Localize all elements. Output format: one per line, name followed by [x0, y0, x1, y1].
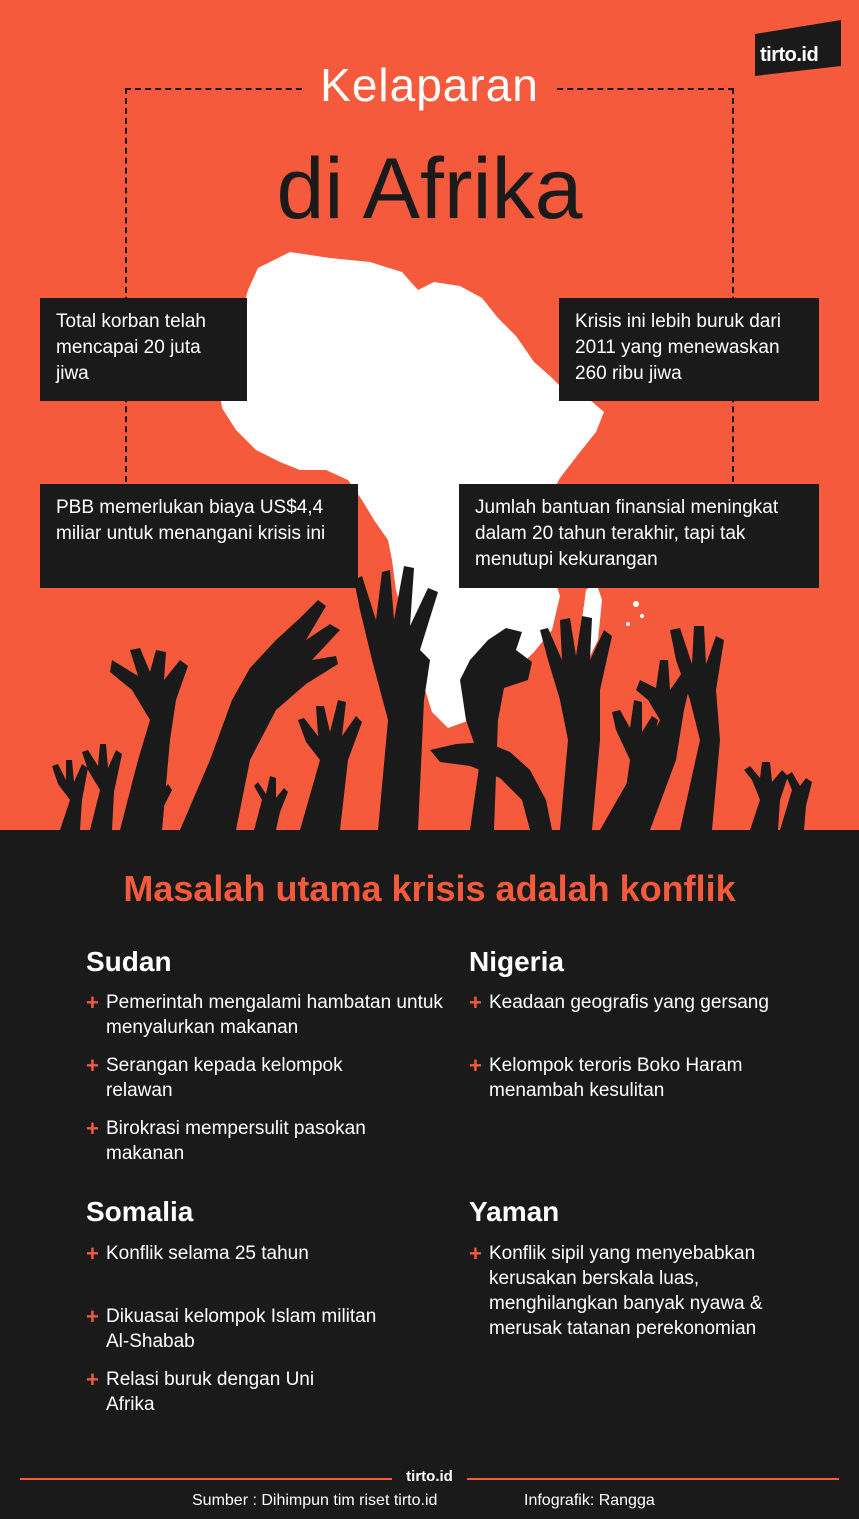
plus-icon: +: [469, 990, 482, 1015]
logo-label: tirto.id: [760, 44, 819, 66]
plus-icon: +: [469, 1241, 482, 1266]
list-item: + Dikuasai kelompok Islam militan Al-Shabab: [86, 1304, 377, 1352]
plus-icon: +: [86, 1241, 99, 1266]
footer-credit: Infografik: Rangga: [524, 1492, 655, 1509]
plus-icon: +: [86, 1116, 99, 1141]
plus-icon: +: [86, 1053, 99, 1078]
title-line-2: di Afrika: [276, 141, 583, 237]
country-somalia: Somalia: [86, 1196, 194, 1227]
stat-un-funding: PBB memerlukan biaya US$4,4 miliar untuk menangani krisis ini: [40, 484, 358, 588]
list-item: + Birokrasi mempersulit pasokan makanan: [86, 1116, 366, 1164]
stat-worse-than-2011: Krisis ini lebih buruk dari 2011 yang menewaskan 260 ribu jiwa: [559, 298, 819, 401]
list-item: + Konflik selama 25 tahun: [86, 1241, 309, 1266]
title-line-1: Kelaparan: [0, 58, 859, 112]
list-item: + Serangan kepada kelompok relawan: [86, 1053, 343, 1101]
country-nigeria: Nigeria: [469, 946, 564, 977]
country-yaman: Yaman: [469, 1196, 560, 1227]
section-title: Masalah utama krisis adalah konflik: [123, 868, 736, 909]
list-item: + Relasi buruk dengan Uni Afrika: [86, 1367, 315, 1415]
plus-icon: +: [86, 1367, 99, 1392]
plus-icon: +: [469, 1053, 482, 1078]
stat-total-victims: Total korban telah mencapai 20 juta jiwa: [40, 298, 247, 401]
stat-financial-aid: Jumlah bantuan finansial meningkat dalam 20 tahun terakhir, tapi tak menutupi kekurangan: [459, 484, 819, 588]
list-item: + Konflik sipil yang menyebabkan kerusakan berskala luas, menghilangkan banyak nyawa & merusak tatanan perekonomian: [469, 1241, 763, 1339]
footer-source: Sumber : Dihimpun tim riset tirto.id: [192, 1492, 438, 1509]
plus-icon: +: [86, 1304, 99, 1329]
list-item: + Keadaan geografis yang gersang: [469, 990, 769, 1015]
plus-icon: +: [86, 990, 99, 1015]
list-item: + Kelompok teroris Boko Haram menambah kesulitan: [469, 1053, 743, 1101]
list-item: + Pemerintah mengalami hambatan untuk menyalurkan makanan: [86, 990, 443, 1038]
country-sudan: Sudan: [86, 946, 172, 977]
footer-brand: tirto.id: [406, 1468, 453, 1485]
